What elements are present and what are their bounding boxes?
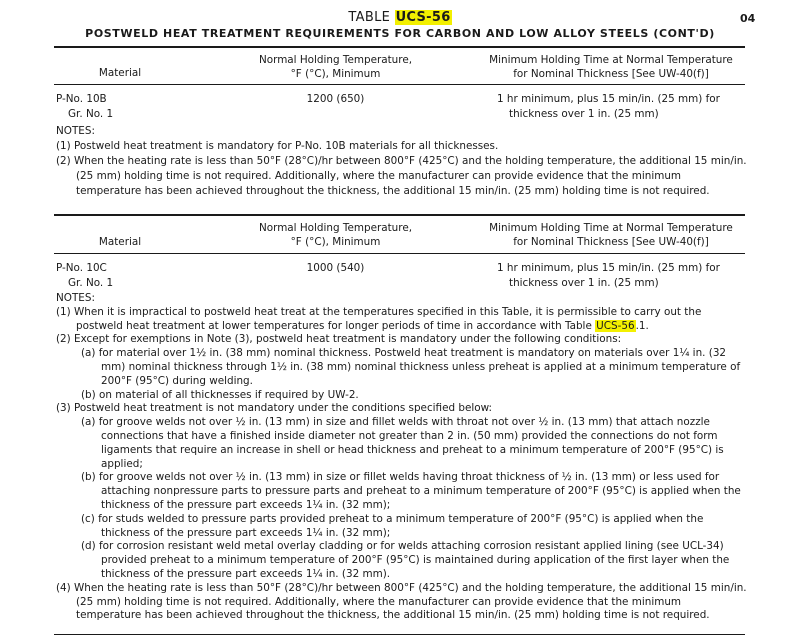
table2-note-3: (3) Postweld heat treatment is not mandatory under the conditions specified below: bbox=[56, 402, 493, 415]
table2-note-1-suffix: .1. bbox=[635, 319, 649, 332]
table2-note-4: (4) When the heating rate is less than 50°F (28°C)/hr between 800°F (425°C) and the holding temperature, the additional 15 min/in. (25 mm) holding time is not required. Additionally, where the manufacturer can provide evidence that the minimum temperature has been achieved throughout the thickness, the additional 15 min/in. (25 mm) holding time is not required. bbox=[56, 581, 747, 622]
table1-header-rule bbox=[54, 84, 745, 85]
table2-col-material: Material bbox=[98, 236, 142, 248]
table1-time-cell bbox=[497, 92, 720, 121]
table2-material-line1: P-No. 10C bbox=[56, 262, 107, 274]
table2-note-2: (2) Except for exemptions in Note (3), postweld heat treatment is mandatory under the following conditions: bbox=[56, 333, 622, 346]
table2-note-2a: (a) for material over 1½ in. (38 mm) nominal thickness. Postweld heat treatment is mandatory on materials over 1¼ in. (32 mm) nominal thickness through 1½ in. (38 mm) nominal thickness unless preheat is applied at a minimum temperature of 200°F (95°C) during welding. bbox=[81, 347, 741, 387]
table-id-highlight: UCS-56 bbox=[395, 10, 451, 25]
table1-note-1: (1) Postweld heat treatment is mandatory for P-No. 10B materials for all thicknesses. bbox=[56, 140, 499, 152]
table2-time-line1: 1 hr minimum, plus 15 min/in. (25 mm) for bbox=[497, 262, 720, 274]
table1-col-time bbox=[470, 53, 752, 81]
table2-time-line2: thickness over 1 in. (25 mm) bbox=[509, 276, 659, 289]
table2-material-line2: Gr. No. 1 bbox=[68, 276, 114, 289]
table2-note-1 bbox=[56, 306, 748, 334]
table1-temperature-cell: 1200 (650) bbox=[306, 93, 365, 105]
table1-col-material: Material bbox=[98, 67, 142, 79]
table2-note-3c: (c) for studs welded to pressure parts provided preheat to a minimum temperature of 200°F (95°C) is applied when the thickness of the pressure part exceeds 1¼ in. (32 mm); bbox=[81, 512, 704, 539]
table2-header-rule bbox=[54, 253, 745, 254]
table2-note-2b: (b) on material of all thicknesses if required by UW-2. bbox=[81, 388, 359, 401]
table2-note-3b: (b) for groove welds not over ½ in. (13 mm) in size or fillet welds having throat thickness of ½ in. (13 mm) or less used for attaching nonpressure parts to pressure parts and preheat to a minimum temperature of 200°F (95°C) is applied when the thickness of the pressure part exceeds 1¼ in. (32 mm); bbox=[81, 471, 741, 511]
table1-top-rule bbox=[54, 46, 745, 48]
table2-col-temp-line1: Normal Holding Temperature, bbox=[258, 222, 413, 234]
table1-col-time-line2: for Nominal Thickness [See UW-40(f)] bbox=[513, 68, 709, 80]
table2-bottom-rule bbox=[54, 634, 745, 635]
table1-notes-heading: NOTES: bbox=[56, 125, 95, 137]
edition-number: 04 bbox=[740, 12, 756, 25]
table2-temperature-cell: 1000 (540) bbox=[306, 262, 365, 274]
table2-col-time-line2: for Nominal Thickness [See UW-40(f)] bbox=[513, 236, 709, 248]
table2-note-3d: (d) for corrosion resistant weld metal overlay cladding or for welds attaching corrosion resistant applied lining (see UCL-34) provided preheat to a minimum temperature of 200°F (95°C) is maintained during application of the first layer when the thickness of the pressure part exceeds 1¼ in. (32 mm). bbox=[81, 540, 730, 580]
table2-top-rule bbox=[54, 214, 745, 216]
table1-col-temperature bbox=[248, 53, 423, 81]
table2-col-temperature bbox=[248, 221, 423, 249]
table2-notes bbox=[56, 292, 748, 623]
table2-notes-heading: NOTES: bbox=[56, 292, 95, 304]
table-prefix: TABLE bbox=[348, 10, 391, 25]
table1-notes bbox=[56, 124, 748, 199]
table2-col-time bbox=[470, 221, 752, 249]
table2-note-1-ref-highlight: UCS-56 bbox=[596, 319, 635, 332]
table2-col-temp-line2: °F (°C), Minimum bbox=[290, 236, 381, 248]
table2-note-1-text: (1) When it is impractical to postweld heat treat at the temperatures specified in this Table, it is permissible to carry out the postweld heat treatment at lower temperatures for longer periods of time in accordance with Table bbox=[56, 305, 702, 332]
table1-col-temp-line1: Normal Holding Temperature, bbox=[258, 54, 413, 66]
table1-material-line2: Gr. No. 1 bbox=[68, 107, 114, 120]
table1-time-line2: thickness over 1 in. (25 mm) bbox=[509, 107, 659, 120]
table1-material-line1: P-No. 10B bbox=[56, 93, 107, 105]
table1-col-time-line1: Minimum Holding Time at Normal Temperature bbox=[489, 54, 733, 66]
table2-time-cell bbox=[497, 261, 720, 290]
table2-note-3a: (a) for groove welds not over ½ in. (13 mm) in size and fillet welds with throat not over ½ in. (13 mm) that attach nozzle connections that have a finished inside diameter not greater than 2 in. (50 mm) provided the connections do not form ligaments that require an increase in shell or head thickness and preheat to a minimum temperature of 200°F (95°C) is applied; bbox=[81, 416, 724, 470]
table1-note-2: (2) When the heating rate is less than 50°F (28°C)/hr between 800°F (425°C) and the holding temperature, the additional 15 min/in. (25 mm) holding time is not required. Additionally, where the manufacturer can provide evidence that the minimum temperature has been achieved throughout the thickness, the additional 15 min/in. (25 mm) holding time is not required. bbox=[56, 155, 747, 197]
table1-col-temp-line2: °F (°C), Minimum bbox=[290, 68, 381, 80]
table-subtitle: POSTWELD HEAT TREATMENT REQUIREMENTS FOR CARBON AND LOW ALLOY STEELS (CONT'D) bbox=[85, 27, 715, 40]
table1-material-cell bbox=[56, 92, 113, 121]
table1-time-line1: 1 hr minimum, plus 15 min/in. (25 mm) for bbox=[497, 93, 720, 105]
table2-col-time-line1: Minimum Holding Time at Normal Temperature bbox=[489, 222, 733, 234]
table-title bbox=[0, 10, 800, 25]
table2-material-cell bbox=[56, 261, 113, 290]
